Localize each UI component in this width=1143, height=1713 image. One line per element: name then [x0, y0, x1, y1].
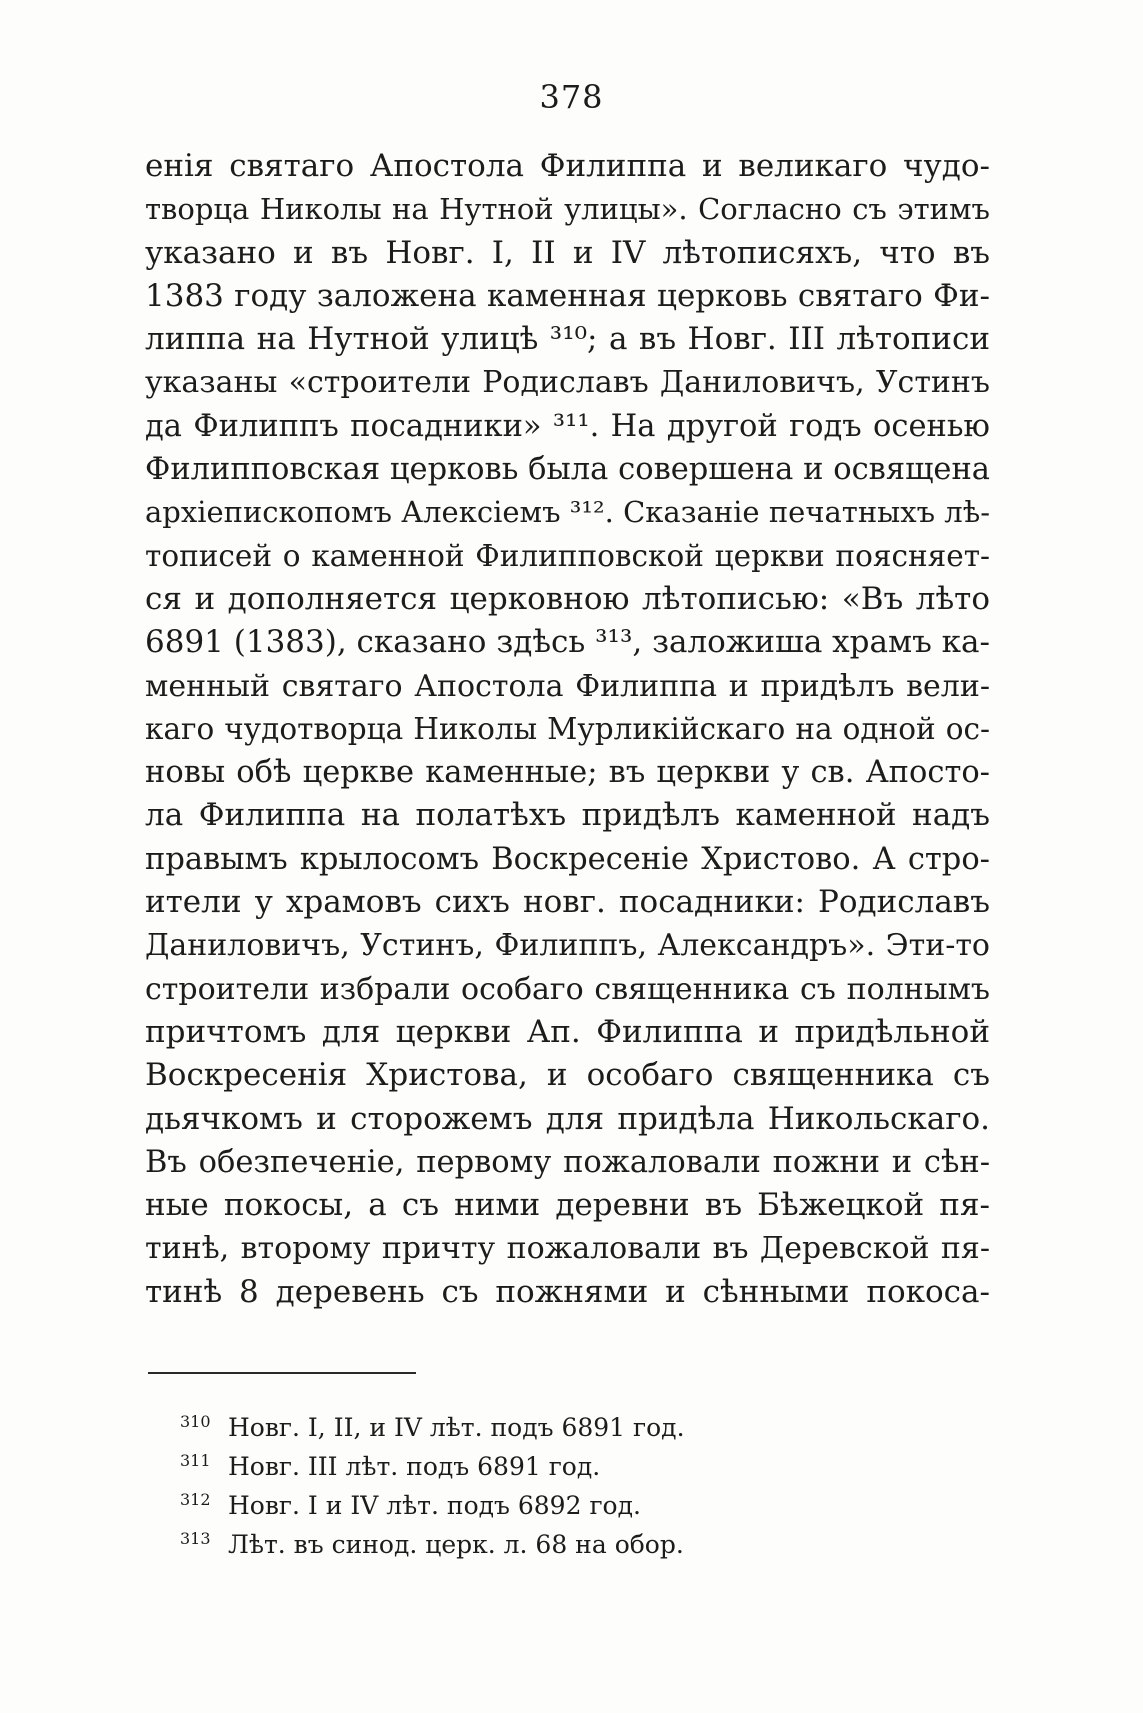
footnote-text: Новг. I и IV лѣт. подъ 6892 год.	[228, 1491, 641, 1520]
text-line: строители избрали особаго священника съ полнымъ	[145, 971, 990, 1007]
footnote-text: Лѣт. въ синод. церк. л. 68 на обор.	[228, 1530, 684, 1559]
text-line: 6891 (1383), сказано здѣсь ³¹³, заложиша храмъ ка-	[145, 624, 991, 661]
footnote	[180, 1486, 880, 1525]
text-line: дьячкомъ и сторожемъ для придѣла Никольскаго.	[145, 1100, 990, 1137]
footnote-text: Новг. III лѣт. подъ 6891 год.	[228, 1452, 601, 1481]
text-line: Филипповская церковь была совершена и освящена	[145, 452, 990, 488]
footnote	[180, 1408, 880, 1447]
text-line: каго чудотворца Николы Мурликійскаго на одной ос-	[145, 711, 990, 746]
text-line: ла Филиппа на полатѣхъ придѣлъ каменной надъ	[145, 797, 990, 834]
text-line: Даниловичъ, Устинъ, Филиппъ, Александръ». Эти-то	[145, 928, 990, 964]
text-line: новы обѣ церкве каменные; въ церкви у св. Апосто-	[145, 755, 990, 791]
text-line: липпа на Нутной улицѣ ³¹⁰; а въ Новг. III лѣтописи	[145, 321, 990, 358]
text-line: ители у храмовъ сихъ новг. посадники: Родиславъ	[145, 884, 990, 921]
text-line: Воскресенія Христова, и особаго священника съ	[145, 1057, 990, 1094]
text-line: да Филиппъ посадники» ³¹¹. На другой годъ осенью	[145, 408, 990, 444]
footnotes	[180, 1408, 880, 1564]
footnote-separator	[148, 1372, 416, 1374]
footnote-number: 312	[180, 1490, 211, 1509]
text-line: Въ обезпеченіе, первому пожаловали пожни и сѣн-	[145, 1144, 990, 1180]
text-line: тописей о каменной Филипповской церкви поясняет-	[145, 538, 990, 573]
footnote-number: 311	[180, 1451, 211, 1470]
text-line: указано и въ Новг. I, II и IV лѣтописяхъ, что въ	[145, 234, 990, 271]
text-line: ные покосы, а съ ними деревни въ Бѣжецкой пя-	[145, 1187, 990, 1224]
footnote-number: 310	[180, 1412, 211, 1431]
text-line: тинѣ 8 деревень съ пожнями и сѣнными покоса-	[145, 1273, 990, 1310]
footnote-number: 313	[180, 1529, 211, 1548]
footnote-text: Новг. I, II, и IV лѣт. подъ 6891 год.	[228, 1413, 685, 1442]
text-line: менный святаго Апостола Филиппа и придѣлъ вели-	[145, 668, 990, 704]
text-line: ся и дополняется церковною лѣтописью: «Въ лѣто	[145, 580, 990, 617]
text-line: причтомъ для церкви Ап. Филиппа и придѣльной	[145, 1013, 990, 1050]
text-line: тинѣ, второму причту пожаловали въ Деревской пя-	[145, 1231, 990, 1267]
text-line: архіепископомъ Алексіемъ ³¹². Сказаніе печатныхъ лѣ-	[145, 495, 990, 530]
text-line: указаны «строители Родиславъ Даниловичъ, Устинъ	[145, 365, 990, 401]
page-number: 378	[539, 78, 604, 116]
text-line: творца Николы на Нутной улицы». Согласно съ этимъ	[145, 192, 990, 227]
text-line: енія святаго Апостола Филиппа и великаго чудо-	[145, 148, 990, 184]
text-line: правымъ крылосомъ Воскресеніе Христово. А стро-	[145, 841, 990, 877]
footnote	[180, 1447, 880, 1486]
body-text	[145, 145, 990, 1314]
footnote	[180, 1525, 880, 1564]
text-line: 1383 году заложена каменная церковь святаго Фи-	[145, 277, 990, 314]
